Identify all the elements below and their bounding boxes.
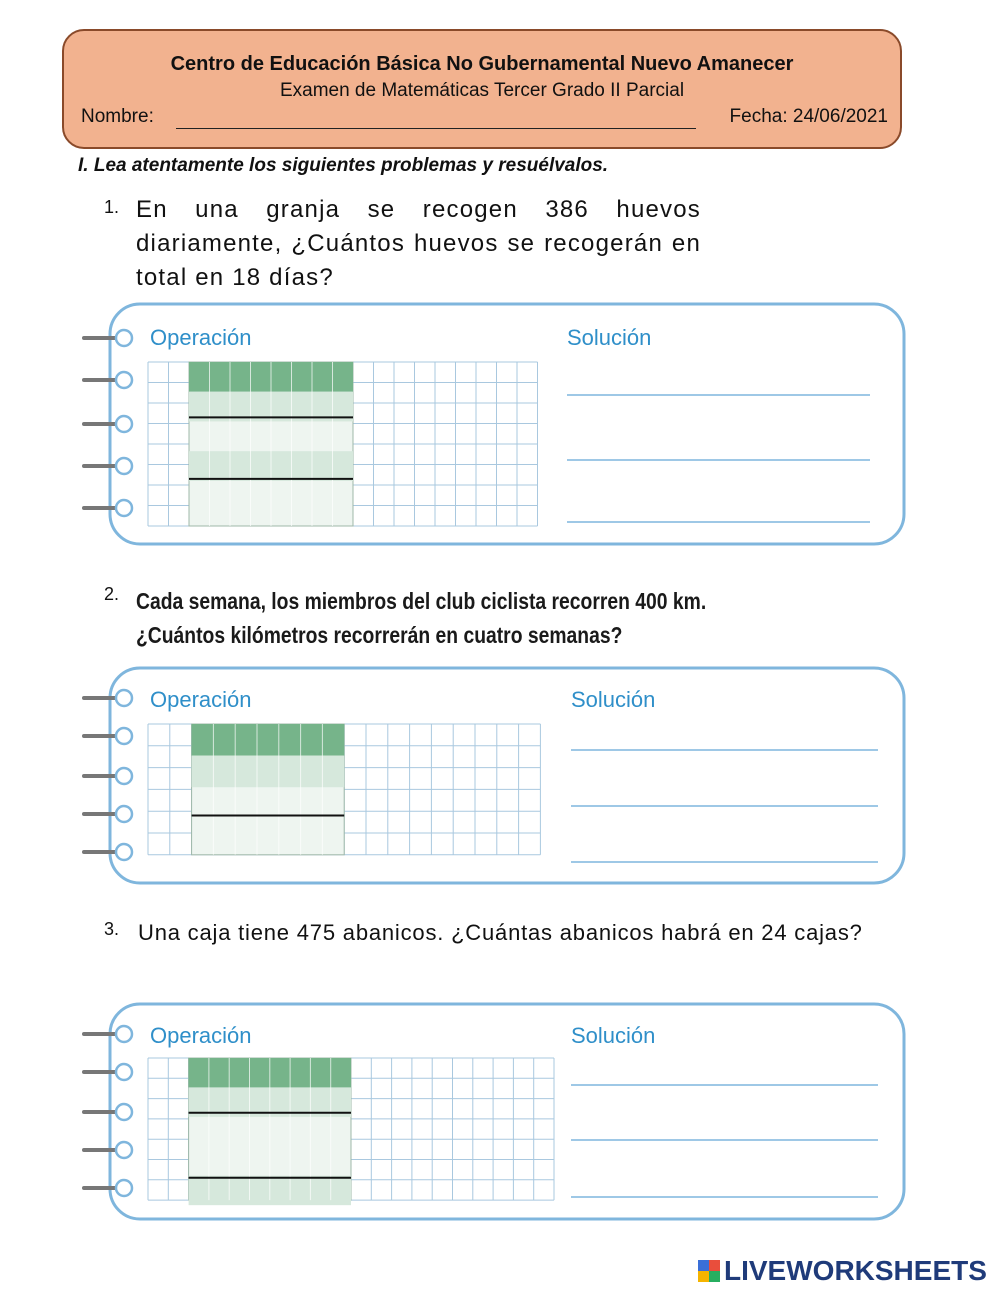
exam-title: Examen de Matemáticas Tercer Grado II Parcial: [279, 80, 685, 101]
problem-number-1: 1.: [104, 197, 120, 217]
problem-text-1: En una granja se recogen 386 huevos diariamente, ¿Cuántos huevos se recogerán en total en 18 días?: [136, 196, 701, 291]
spiral-ring-icon: [116, 500, 132, 516]
spiral-ring-icon: [116, 416, 132, 432]
spiral-ring-icon: [116, 1142, 132, 1158]
problem-text-3: Una caja tiene 475 abanicos. ¿Cuántas abanicos habrá en 24 cajas?: [138, 920, 863, 945]
spiral-ring-icon: [116, 330, 132, 346]
spiral-ring-icon: [116, 1180, 132, 1196]
spiral-ring-icon: [116, 458, 132, 474]
spiral-ring-icon: [116, 806, 132, 822]
spiral-ring-icon: [116, 1064, 132, 1080]
section-instruction: I. Lea atentamente los siguientes problemas y resuélvalos.: [78, 155, 609, 176]
school-name: Centro de Educación Básica No Gubernamental Nuevo Amanecer: [170, 53, 794, 75]
spiral-ring-icon: [116, 372, 132, 388]
spiral-ring-icon: [116, 690, 132, 706]
work-card-2: [80, 664, 910, 889]
spiral-ring-icon: [116, 728, 132, 744]
date-label: Fecha: 24/06/2021: [729, 106, 888, 127]
liveworksheets-logo: [698, 1255, 987, 1287]
spiral-ring-icon: [116, 844, 132, 860]
digit-row-dark: [192, 724, 345, 756]
problem-text-2: Cada semana, los miembros del club ciclista recorren 400 km. ¿Cuántos kilómetros recorrerán en cuatro semanas?: [136, 588, 707, 648]
header-box: [62, 29, 902, 149]
name-label: Nombre:: [81, 106, 154, 127]
brand-text: LIVEWORKSHEETS: [724, 1255, 987, 1286]
operation-label-2: Operación: [150, 687, 252, 712]
solution-label-3: Solución: [571, 1023, 656, 1048]
digit-row-light: [192, 756, 345, 788]
spiral-ring-icon: [116, 1026, 132, 1042]
work-card-1: [80, 300, 910, 550]
name-field[interactable]: [176, 128, 696, 129]
brand-blocks-icon: [698, 1260, 720, 1282]
spiral-ring-icon: [116, 768, 132, 784]
operation-label-3: Operación: [150, 1023, 252, 1048]
work-card-3: [80, 1000, 910, 1225]
solution-label-2: Solución: [571, 687, 656, 712]
problem-number-2: 2.: [104, 584, 120, 604]
problem-number-3: 3.: [104, 919, 120, 939]
operation-label-1: Operación: [150, 325, 252, 350]
spiral-ring-icon: [116, 1104, 132, 1120]
solution-label-1: Solución: [567, 325, 652, 350]
